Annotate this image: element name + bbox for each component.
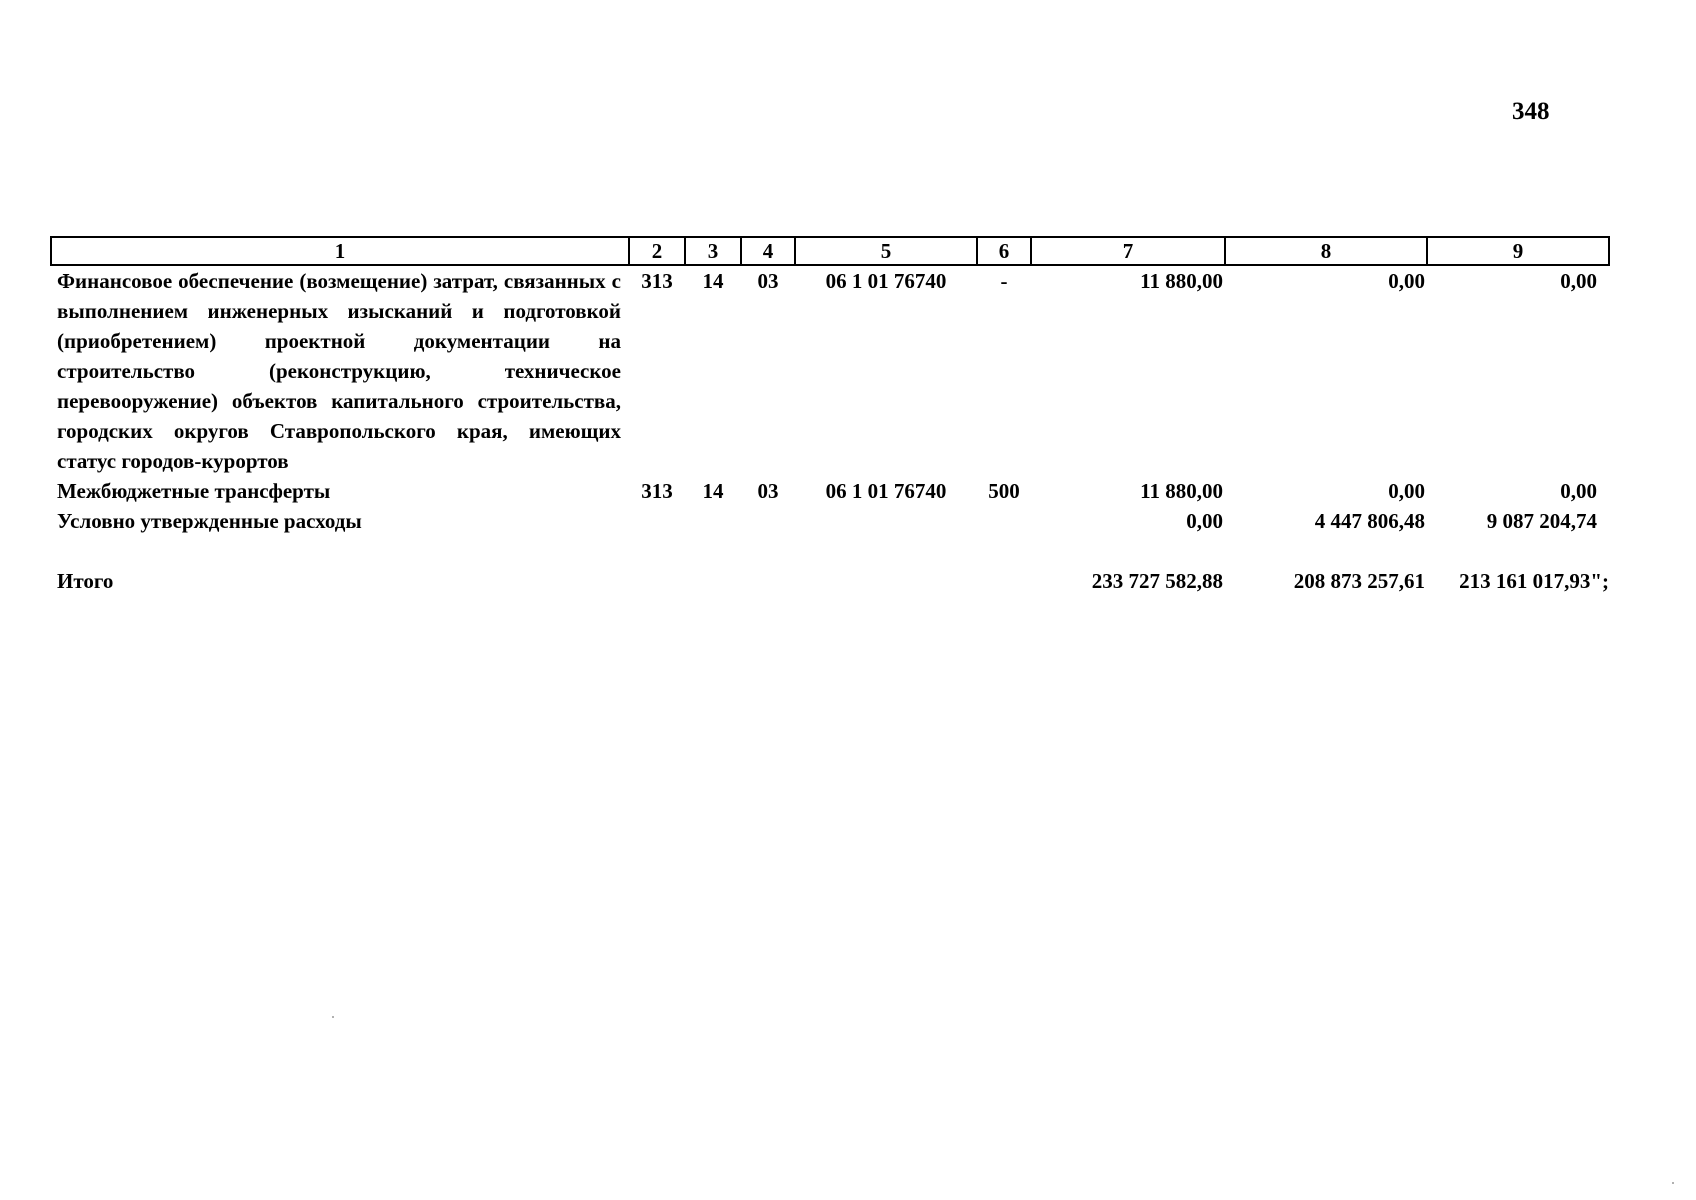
row-c8: 4 447 806,48: [1314, 509, 1425, 533]
row-c4: 03: [757, 269, 779, 293]
spacer-row: [51, 536, 1609, 566]
row-c7: 0,00: [1186, 509, 1223, 533]
scan-speck: [1672, 1182, 1674, 1184]
header-col-2: 2: [629, 237, 685, 265]
table-row: [51, 476, 1609, 506]
row-c5: 06 1 01 76740: [825, 479, 947, 503]
row-c8: 0,00: [1388, 269, 1425, 293]
row-name: Финансовое обеспечение (возмещение) затрат, связанных с выполнением инженерных изысканий и подготовкой (приобретением) проектной документации на строительство (реконструкцию, техническое перевооружение) объектов капитального строительства, городских округов Ставропольского края, имеющих статус городов-курортов: [57, 269, 621, 473]
page-number: 348: [1512, 98, 1550, 125]
table-row: [51, 506, 1609, 536]
row-c4: 03: [757, 479, 779, 503]
budget-table: [50, 236, 1610, 596]
row-c2: 313: [641, 269, 673, 293]
row-name: Условно утвержденные расходы: [57, 509, 362, 533]
scan-speck: [332, 1016, 334, 1018]
header-col-6: 6: [977, 237, 1031, 265]
row-c4: [741, 506, 795, 536]
header-col-4: 4: [741, 237, 795, 265]
row-c2: 313: [641, 479, 673, 503]
total-c8: 208 873 257,61: [1293, 569, 1425, 593]
row-c6: [977, 506, 1031, 536]
table-row: [51, 265, 1609, 476]
header-col-3: 3: [685, 237, 741, 265]
header-col-1: 1: [51, 237, 629, 265]
header-col-9: 9: [1427, 237, 1609, 265]
row-c3: 14: [702, 269, 724, 293]
row-c6: -: [1000, 269, 1008, 293]
header-col-5: 5: [795, 237, 977, 265]
header-row: [51, 237, 1609, 265]
total-c7: 233 727 582,88: [1091, 569, 1223, 593]
row-name: Межбюджетные трансферты: [57, 479, 331, 503]
row-c5: 06 1 01 76740: [825, 269, 947, 293]
row-c9: 0,00: [1560, 269, 1597, 293]
row-c9: 9 087 204,74: [1486, 509, 1597, 533]
header-col-7: 7: [1031, 237, 1225, 265]
row-c3: [685, 506, 741, 536]
row-c5: [795, 506, 977, 536]
row-c7: 11 880,00: [1140, 479, 1223, 503]
header-col-8: 8: [1225, 237, 1427, 265]
row-c6: 500: [988, 479, 1020, 503]
total-label: Итого: [57, 569, 114, 593]
row-c7: 11 880,00: [1140, 269, 1223, 293]
row-c8: 0,00: [1388, 479, 1425, 503]
total-row: [51, 566, 1609, 596]
row-c2: [629, 506, 685, 536]
total-c9: 213 161 017,93";: [1459, 569, 1609, 593]
row-c9: 0,00: [1560, 479, 1597, 503]
row-c3: 14: [702, 479, 724, 503]
